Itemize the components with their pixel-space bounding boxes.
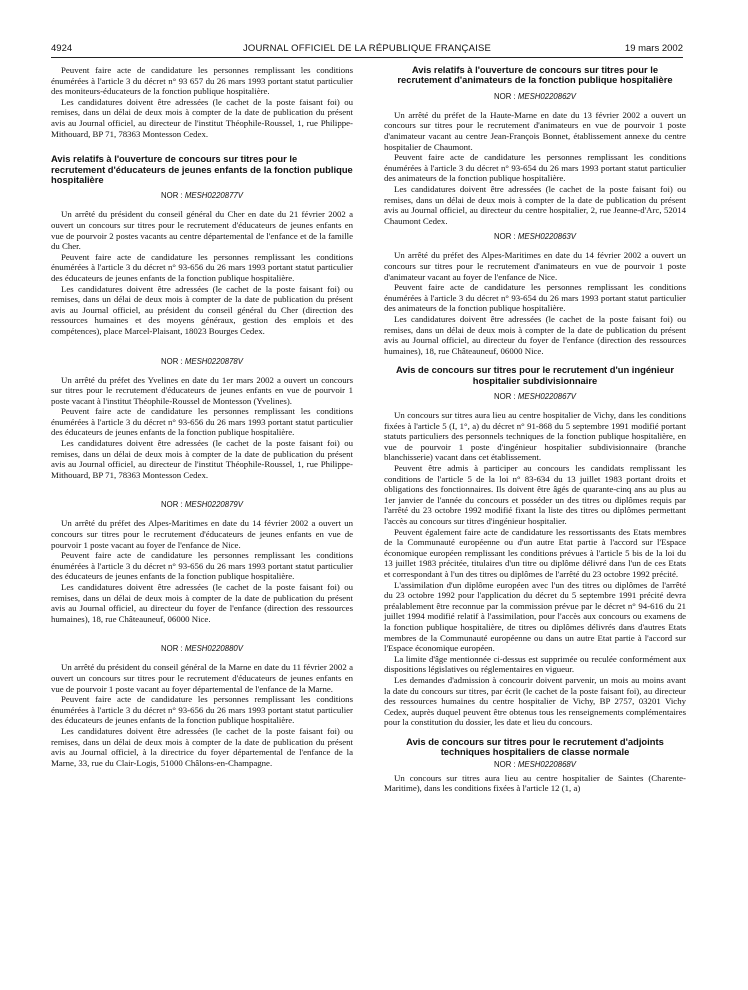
nor-code: MESH0220863V [517, 232, 576, 242]
nor-label: NOR : [161, 356, 183, 366]
nor-reference [384, 232, 686, 242]
issue-date: 19 mars 2002 [624, 43, 683, 54]
paragraph: Un arrêté du préfet des Alpes-Maritimes en date du 14 février 2002 a ouvert un concours sur titres pour le recrutement d'éducateurs de jeunes enfants en vue de pourvoir 1 poste vacant au foyer de l'enfance de Nice. [51, 518, 353, 550]
nor-code: MESH0220868V [517, 759, 576, 769]
nor-reference [384, 760, 686, 770]
paragraph: Les candidatures doivent être adressées (le cachet de la poste faisant foi) ou remises, dans un délai de deux mois à compter de la date de publication du présent avis au Journal officiel, au directeur de l'institut Théophile-Roussel, 1, rue Philippe-Mithouard, BP 71, 78363 Montesson Cedex. [51, 438, 353, 480]
paragraph: Un arrêté du président du conseil général de la Marne en date du 11 février 2002 a ouvert un concours sur titres pour le recrutement d'éducateurs de jeunes enfants en vue de pourvoir 1 poste vacant au foyer départemental de l'enfance de la Marne. [51, 662, 353, 694]
section-title: Avis relatifs à l'ouverture de concours sur titres pour le recrutement d'éducateurs de jeunes enfants de la fonction publique hospitalière [51, 153, 353, 185]
section-title: Avis relatifs à l'ouverture de concours sur titres pour le recrutement d'animateurs de la fonction publique hospitalière [397, 64, 673, 86]
paragraph: Peuvent être admis à participer au concours les candidats remplissant les conditions de l'article 5 de la loi n° 83-634 du 13 juillet 1983 portant droits et obligations des fonctionnaires. Ils doivent être âgés de quarante-cinq ans au plus au 1er janvier de l'année du concours et posséder un des titres ou diplômes requis par l'arrêté du 23 octobre 1992 modifié fixant la liste des titres ou diplômes permettant l'accès au concours sur titres d'ingénieur hospitalier. [384, 463, 686, 527]
nor-reference [51, 644, 353, 654]
paragraph: Un arrêté du président du conseil général du Cher en date du 21 février 2002 a ouvert un concours sur titres pour le recrutement d'éducateurs de jeunes enfants en vue de pourvoir 2 postes vacants au centre départemental de l'enfance et de la famille du Cher. [51, 209, 353, 252]
paragraph: Un arrêté du préfet de la Haute-Marne en date du 13 février 2002 a ouvert un concours sur titres pour le recrutement d'animateurs en vue de pourvoir 1 poste d'animateur vacant au centre Jean-François Bonnet, établissement annexe du centre hospitalier de Chaumont. [384, 109, 686, 152]
paragraph: Les candidatures doivent être adressées (le cachet de la poste faisant foi) ou remises, dans un délai de deux mois à compter de la date de publication du présent avis au Journal officiel, au directeur de l'institut Théophile-Roussel, 1, rue Philippe-Mithouard, BP 71, 78363 Montesson Cedex. [51, 96, 353, 139]
paragraph: Peuvent faire acte de candidature les personnes remplissant les conditions énumérées à l'article 3 du décret n° 93 657 du 26 mars 1993 portant statut particulier des moniteurs-éducateurs de la fonction publique hospitalière. [51, 65, 353, 97]
paragraph: Les candidatures doivent être adressées (le cachet de la poste faisant foi) ou remises, dans un délai de deux mois à compter de la date de publication du présent avis au Journal officiel, à la directrice du foyer départemental de l'enfance de la Marne, 33, rue du Clair-Logis, 51000 Châlons-en-Champagne. [51, 725, 353, 768]
paragraph: L'assimilation d'un diplôme européen avec l'un des titres ou diplômes de l'arrêté du 23 octobre 1992 pour l'application du décret du 5 septembre 1991 précité devra préalablement être reconnue par la commission prévue par le décret n° 94-616 du 21 juillet 1994 modifié relatif à l'assimilation, pour l'accès aux concours ou examens de la fonction publique hospitalière, de titres ou diplômes délivrés dans d'autres Etats membres de la Communauté européenne ou dans un autre Etat partie à l'accord sur l'Espace économique européen. [384, 579, 686, 654]
paragraph: Un arrêté du préfet des Alpes-Maritimes en date du 14 février 2002 a ouvert un concours sur titres pour le recrutement d'animateurs en vue de pourvoir 1 poste d'animateur vacant au foyer de l'enfance de Nice. [384, 250, 686, 282]
left-column [51, 65, 353, 768]
paragraph: Les candidatures doivent être adressées (le cachet de la poste faisant foi) ou remises, dans un délai de deux mois à compter de la date de publication du présent avis au Journal officiel, au président du conseil général du Cher (direction des ressources humaines et des moyens généraux, gestion des emplois et des compétences), place Marcel-Plaisant, 18023 Bourges Cedex. [51, 283, 353, 336]
journal-title: JOURNAL OFFICIEL DE LA RÉPUBLIQUE FRANÇAISE [242, 43, 492, 54]
nor-code: MESH0220879V [184, 500, 243, 510]
nor-reference [51, 500, 353, 510]
nor-code: MESH0220862V [517, 91, 576, 101]
paragraph: Peuvent faire acte de candidature les personnes remplissant les conditions énumérées à l'article 3 du décret n° 93-654 du 26 mars 1993 portant statut particulier des animateurs de la fonction publique hospitalière. [384, 282, 686, 314]
nor-label: NOR : [161, 191, 183, 201]
paragraph: Peuvent faire acte de candidature les personnes remplissant les conditions énumérées à l'article 3 du décret n° 93-656 du 26 mars 1993 portant statut particulier des éducateurs de jeunes enfants de la fonction publique hospitalière. [51, 251, 353, 283]
nor-code: MESH0220877V [184, 191, 243, 201]
section-title: Avis de concours sur titres pour le recrutement d'adjoints techniques hospitaliers de classe normale [406, 735, 664, 758]
right-column [384, 65, 686, 794]
paragraph: Un concours sur titres aura lieu au centre hospitalier de Saintes (Charente-Maritime), dans les conditions fixées à l'article 12 (1, a) [384, 772, 686, 794]
paragraph: Peuvent faire acte de candidature les personnes remplissant les conditions énumérées à l'article 3 du décret n° 93-656 du 26 mars 1993 portant statut particulier des éducateurs de jeunes enfants de la fonction publique hospitalière. [51, 694, 353, 726]
paragraph: Peuvent faire acte de candidature les personnes remplissant les conditions énumérées à l'article 3 du décret n° 93-654 du 26 mars 1993 portant statut particulier des animateurs de la fonction publique hospitalière. [384, 152, 686, 184]
nor-reference [384, 392, 686, 402]
section-title: Avis de concours sur titres pour le recrutement d'un ingénieur hospitalier subdivisionnaire [396, 364, 674, 386]
paragraph: Les demandes d'admission à concourir doivent parvenir, un mois au moins avant la date du concours sur titres, par écrit (le cachet de la poste faisant foi), au directeur des ressources humaines du centre hospitalier de Vichy, BP 2757, 03201 Vichy Cedex, auprès duquel peuvent être obtenus tous les renseignements complémentaires pour la constitution du dossier, les date et lieu du concours. [384, 674, 686, 728]
paragraph: Les candidatures doivent être adressées (le cachet de la poste faisant foi) ou remises, dans un délai de deux mois à compter de la date de publication du présent avis au Journal officiel, au directeur du centre hospitalier, 2, rue Jeanne-d'Arc, 52014 Chaumont Cedex. [384, 183, 686, 226]
nor-code: MESH0220867V [517, 392, 576, 402]
nor-label: NOR : [161, 500, 183, 510]
nor-code: MESH0220878V [184, 356, 243, 366]
nor-label: NOR : [161, 644, 183, 654]
paragraph: Les candidatures doivent être adressées (le cachet de la poste faisant foi) ou remises, dans un délai de deux mois à compter de la date de publication du présent avis au Journal officiel, au directeur du foyer de l'enfance (direction des ressources humaines), 18, rue Châteauneuf, 06000 Nice. [384, 313, 686, 356]
nor-label: NOR : [494, 759, 516, 769]
paragraph: Peuvent faire acte de candidature les personnes remplissant les conditions énumérées à l'article 3 du décret n° 93-656 du 26 mars 1993 portant statut particulier des éducateurs de jeunes enfants de la fonction publique hospitalière. [51, 550, 353, 582]
nor-reference [51, 191, 353, 201]
paragraph: Un concours sur titres aura lieu au centre hospitalier de Vichy, dans les conditions fixées à l'article 5 (I, 1°, a) du décret n° 91-868 du 5 septembre 1991 modifié portant statuts particuliers des personnels techniques de la fonction publique hospitalière, en vue de pourvoir 1 poste d'ingénieur hospitalier subdivisionnaire (branche blanchisserie) vacant dans cet établissement. [384, 410, 686, 463]
paragraph: Peuvent également faire acte de candidature les ressortissants des Etats membres de la Communauté européenne ou d'un autre Etat partie à l'accord sur l'Espace économique européen remplissant les conditions prévues à l'article 5 bis de la loi du 13 juillet 1983 précitée, titulaires d'un titre ou diplôme délivré dans l'un de ces Etats et correspondant à l'un des titres ou diplômes de l'arrêté du 23 octobre 1992 précité. [384, 526, 686, 579]
paragraph: Un arrêté du préfet des Yvelines en date du 1er mars 2002 a ouvert un concours sur titres pour le recrutement d'éducateurs de jeunes enfants en vue de pourvoir 1 poste vacant à l'institut Théophile-Roussel de Montesson (Yvelines). [51, 374, 353, 406]
paragraph: Les candidatures doivent être adressées (le cachet de la poste faisant foi) ou remises, dans un délai de deux mois à compter de la date de publication du présent avis au Journal officiel, au directeur du foyer de l'enfance (direction des ressources humaines), 18, rue Châteauneuf, 06000 Nice. [51, 582, 353, 624]
nor-reference [51, 357, 353, 367]
paragraph: La limite d'âge mentionnée ci-dessus est supprimée ou reculée conformément aux dispositions législatives ou réglementaires en vigueur. [384, 653, 686, 675]
nor-code: MESH0220880V [184, 644, 243, 654]
running-header [51, 43, 683, 58]
nor-label: NOR : [494, 91, 516, 101]
nor-label: NOR : [494, 232, 516, 242]
paragraph: Peuvent faire acte de candidature les personnes remplissant les conditions énumérées à l'article 3 du décret n° 93-656 du 26 mars 1993 portant statut particulier des éducateurs de jeunes enfants de la fonction publique hospitalière. [51, 406, 353, 438]
page-number: 4924 [51, 43, 73, 54]
nor-label: NOR : [494, 392, 516, 402]
nor-reference [384, 92, 686, 102]
